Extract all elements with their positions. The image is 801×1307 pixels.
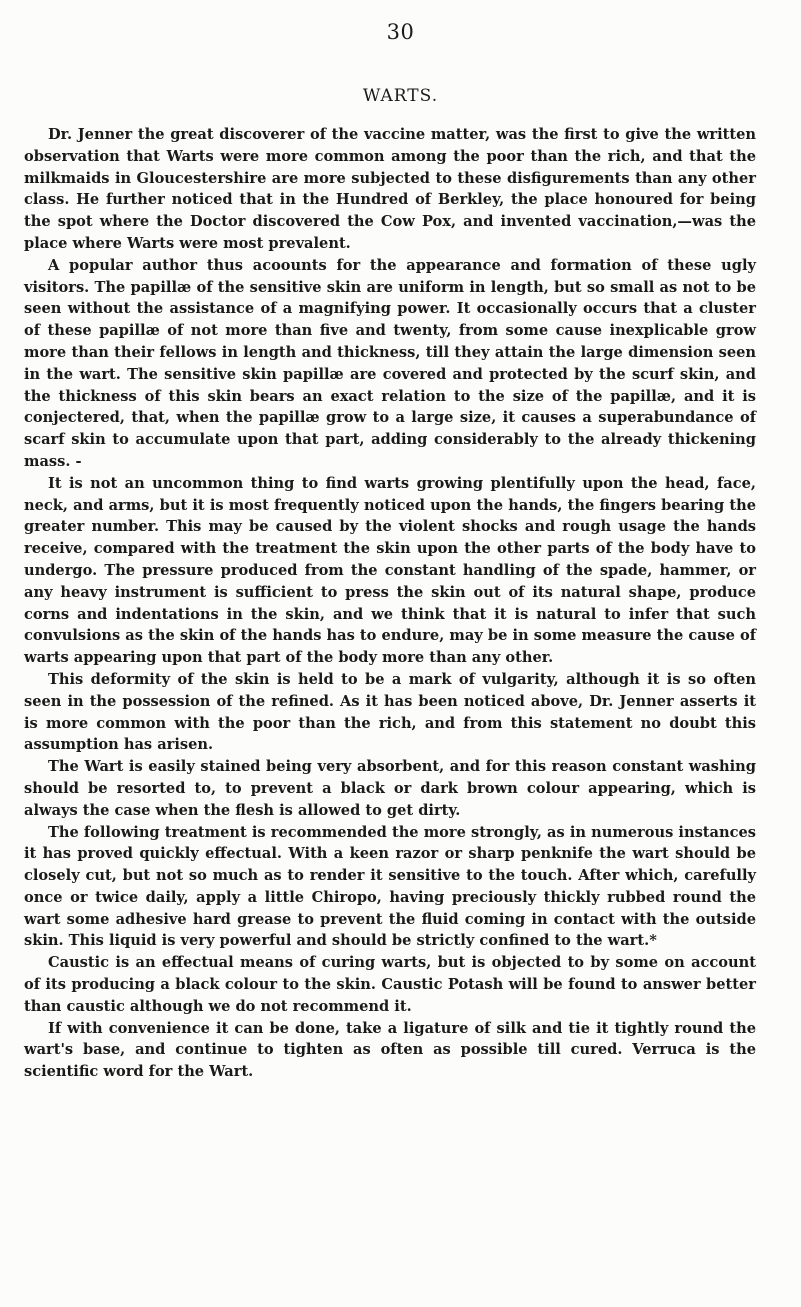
paragraph-3: It is not an uncommon thing to find warts growing plentifully upon the head, face, neck, and arms, but it is most frequently noticed upon the hands, the fingers bearing the greater number. This may be caused by the violent shocks and rough usage the hands receive, compared with the treatment the skin upon the other parts of the body have to undergo. The pressure produced from the constant handling of the spade, hammer, or any heavy instrument is sufficient to press the skin out of its natural shape, produce corns and indentations in the skin, and we think that it is natural to infer that such convulsions as the skin of the hands has to endure, may be in some measure the cause of warts appearing upon that part of the body more than any other. [24, 474, 756, 667]
page-number: 30 [386, 20, 415, 44]
paragraph-7: Caustic is an effectual means of curing warts, but is objected to by some on account of its producing a black colour to the skin. Caustic Potash will be found to answer better than caustic although we do not recommend it. [24, 954, 756, 1015]
paragraph-5: The Wart is easily stained being very absorbent, and for this reason constant washing should be resorted to, to prevent a black or dark brown colour appearing, which is always the case when the flesh is allowed to get dirty. [24, 758, 756, 819]
paragraph-6: The following treatment is recommended the more strongly, as in numerous instances it has proved quickly effectual. With a keen razor or sharp penknife the wart should be closely cut, but not so much as to render it sensitive to the touch. After which, carefully once or twice daily, apply a little Chiropo, having preciously thickly rubbed round the wart some adhesive hard grease to prevent the fluid coming in contact with the outside skin. This liquid is very powerful and should be strictly confined to the wart.* [24, 823, 756, 950]
page-title: WARTS. [362, 86, 439, 106]
body-text [24, 124, 756, 1083]
paragraph-1: Dr. Jenner the great discoverer of the vaccine matter, was the first to give the written observation that Warts were more common among the poor than the rich, and that the milkmaids in Gloucestershire are more subjected to these disfigurements than any other class. He further noticed that in the Hundred of Berkley, the place honoured for being the spot where the Doctor discovered the Cow Pox, and invented vaccination,—was the place where Warts were most prevalent. [24, 126, 756, 252]
paragraph-8: If with convenience it can be done, take a ligature of silk and tie it tightly round the wart's base, and continue to tighten as often as possible till cured. Verruca is the scientific word for the Wart. [24, 1019, 756, 1081]
paragraph-2: A popular author thus acoounts for the appearance and formation of these ugly visitors. The papillæ of the sensitive skin are uniform in length, but so small as not to be seen without the assistance of a magnifying power. It occasionally occurs that a cluster of these papillæ of not more than five and twenty, from some cause inexplicable grow more than their fellows in length and thickness, till they attain the large dimension seen in the wart. The sensitive skin papillæ are covered and protected by the scurf skin, and the thickness of this skin bears an exact relation to the size of the papillæ, and it is conjectered, that, when the papillæ grow to a large size, it causes a superabundance of scarf skin to accumulate upon that part, adding considerably to the already thickening mass. - [24, 256, 756, 470]
paragraph-4: This deformity of the skin is held to be a mark of vulgarity, although it is so often seen in the possession of the refined. As it has been noticed above, Dr. Jenner asserts it is more common with the poor than the rich, and from this statement no doubt this assumption has arisen. [24, 670, 756, 754]
